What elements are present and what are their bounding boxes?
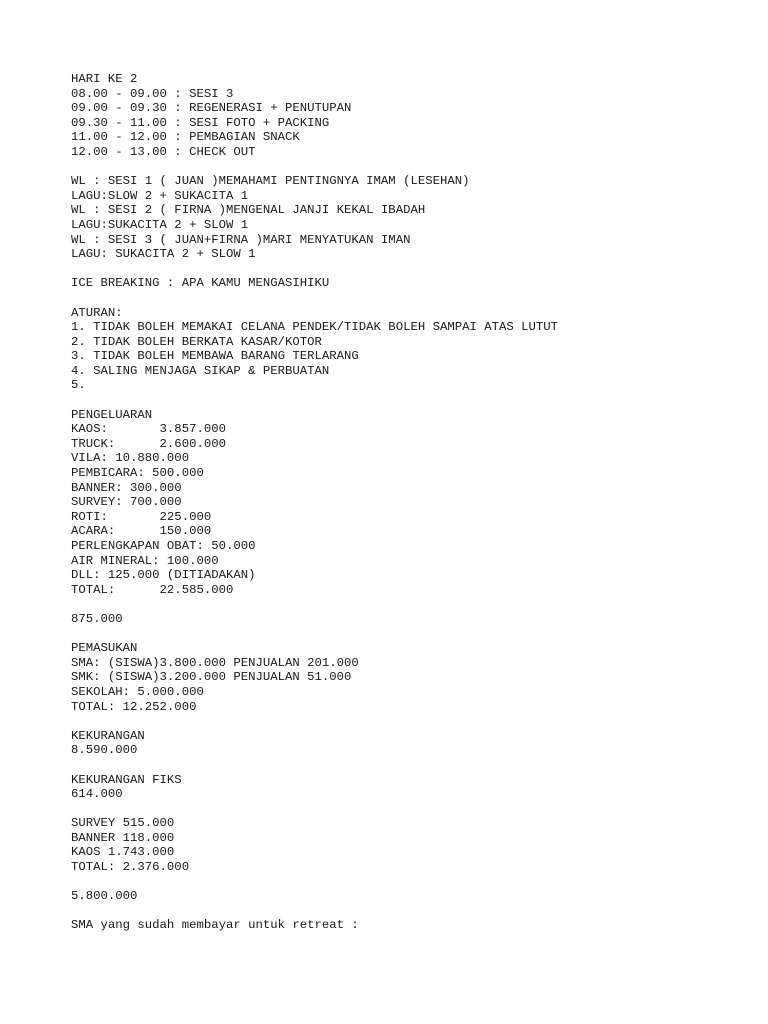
doc-line: AIR MINERAL: 100.000 [71, 553, 219, 568]
blank-line [71, 714, 751, 729]
blank-line [71, 262, 751, 277]
blank-line [71, 627, 751, 642]
blank-line [71, 758, 751, 773]
blank-line [71, 875, 751, 890]
doc-line: 11.00 - 12.00 : PEMBAGIAN SNACK [71, 130, 300, 145]
doc-line: WL : SESI 1 ( JUAN )MEMAHAMI PENTINGNYA IMAM (LESEHAN) [71, 174, 470, 189]
doc-line: 1. TIDAK BOLEH MEMAKAI CELANA PENDEK/TIDAK BOLEH SAMPAI ATAS LUTUT [71, 320, 559, 335]
doc-line: BANNER 118.000 [71, 830, 175, 845]
doc-line: LAGU:SLOW 2 + SUKACITA 1 [71, 188, 249, 203]
blank-line [71, 393, 751, 408]
doc-line: KEKURANGAN [71, 728, 145, 743]
doc-line: 5.800.000 [71, 889, 138, 904]
doc-line: TOTAL: 12.252.000 [71, 699, 197, 714]
doc-line: DLL: 125.000 (DITIADAKAN) [71, 568, 256, 583]
doc-line: 8.590.000 [71, 743, 138, 758]
doc-line: 09.00 - 09.30 : REGENERASI + PENUTUPAN [71, 101, 352, 116]
doc-line: SMA yang sudah membayar untuk retreat : [71, 918, 359, 933]
doc-line: ACARA: 150.000 [71, 524, 212, 539]
document-page [71, 72, 751, 933]
doc-line: PEMASUKAN [71, 641, 138, 656]
doc-line: 4. SALING MENJAGA SIKAP & PERBUATAN [71, 363, 330, 378]
doc-line: TOTAL: 22.585.000 [71, 582, 234, 597]
doc-line: WL : SESI 3 ( JUAN+FIRNA )MARI MENYATUKAN IMAN [71, 232, 411, 247]
doc-line: BANNER: 300.000 [71, 480, 182, 495]
doc-line: SMK: (SISWA)3.200.000 PENJUALAN 51.000 [71, 670, 352, 685]
doc-line: SEKOLAH: 5.000.000 [71, 684, 204, 699]
blank-line [71, 802, 751, 817]
doc-line: 614.000 [71, 787, 123, 802]
doc-line: SURVEY: 700.000 [71, 495, 182, 510]
blank-line [71, 904, 751, 919]
doc-line: PEMBICARA: 500.000 [71, 466, 204, 481]
doc-line: 3. TIDAK BOLEH MEMBAWA BARANG TERLARANG [71, 349, 359, 364]
blank-line [71, 291, 751, 306]
doc-line: SURVEY 515.000 [71, 816, 175, 831]
doc-line: ATURAN: [71, 305, 123, 320]
doc-line: 08.00 - 09.00 : SESI 3 [71, 86, 234, 101]
doc-line: ICE BREAKING : APA KAMU MENGASIHIKU [71, 276, 330, 291]
doc-line: 875.000 [71, 611, 123, 626]
doc-line: TOTAL: 2.376.000 [71, 860, 190, 875]
doc-line: 12.00 - 13.00 : CHECK OUT [71, 144, 256, 159]
blank-line [71, 160, 751, 175]
doc-line: KEKURANGAN FIKS [71, 772, 182, 787]
doc-line: WL : SESI 2 ( FIRNA )MENGENAL JANJI KEKAL IBADAH [71, 203, 426, 218]
doc-line: LAGU: SUKACITA 2 + SLOW 1 [71, 247, 256, 262]
doc-line: 2. TIDAK BOLEH BERKATA KASAR/KOTOR [71, 334, 322, 349]
doc-line: 5. [71, 378, 86, 393]
doc-line: VILA: 10.880.000 [71, 451, 190, 466]
doc-line: PENGELUARAN [71, 407, 153, 422]
doc-line: SMA: (SISWA)3.800.000 PENJUALAN 201.000 [71, 655, 359, 670]
doc-line: KAOS: 3.857.000 [71, 422, 226, 437]
doc-line: HARI KE 2 [71, 72, 138, 86]
doc-line: PERLENGKAPAN OBAT: 50.000 [71, 539, 256, 553]
doc-line: LAGU:SUKACITA 2 + SLOW 1 [71, 217, 249, 232]
doc-line: ROTI: 225.000 [71, 509, 212, 524]
blank-line [71, 597, 751, 612]
doc-line: 09.30 - 11.00 : SESI FOTO + PACKING [71, 115, 330, 130]
doc-line: KAOS 1.743.000 [71, 845, 175, 860]
doc-line: TRUCK: 2.600.000 [71, 436, 226, 451]
